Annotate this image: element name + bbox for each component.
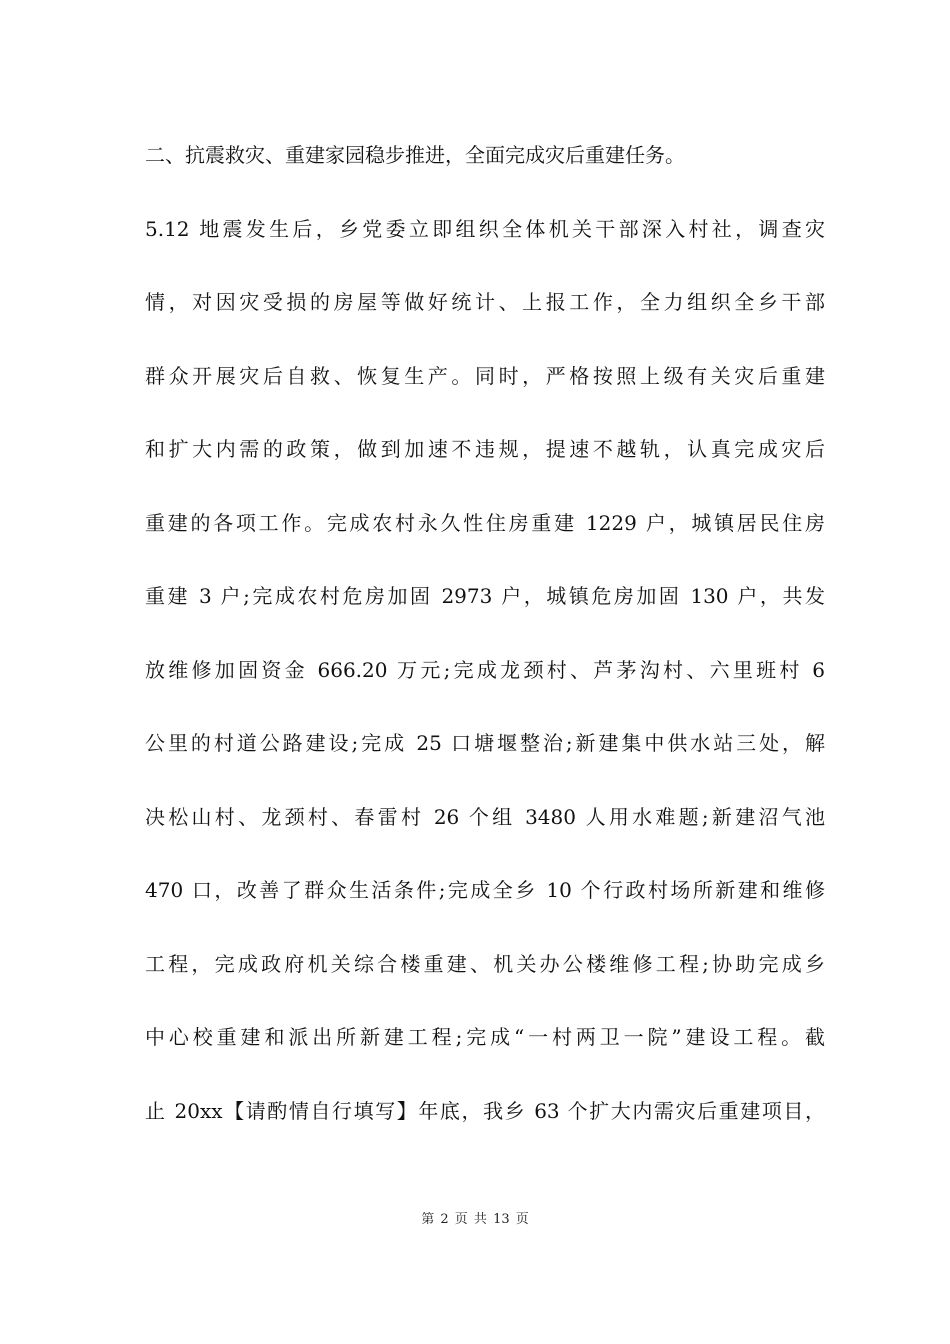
page-label-suffix: 页 [515, 1212, 529, 1227]
text-line: 情，对因灾受损的房屋等做好统计、上报工作，全力组织全乡干部 [145, 290, 825, 314]
text-line: 决松山村、龙颈村、春雷村 26 个组 3480 人用水难题;新建沼气池 [145, 804, 825, 829]
text-line: 放维修加固资金 666.20 万元;完成龙颈村、芦茅沟村、六里班村 6 [145, 657, 825, 682]
text-line: 群众开展灾后自救、恢复生产。同时，严格按照上级有关灾后重建 [145, 363, 825, 388]
text-line: 470 口，改善了群众生活条件;完成全乡 10 个行政村场所新建和维修 [145, 878, 825, 902]
text-line: 重建的各项工作。完成农村永久性住房重建 1229 户，城镇居民住房 [145, 510, 825, 535]
body-text [145, 132, 825, 1161]
text-line: 止 20xx【请酌情自行填写】年底，我乡 63 个扩大内需灾后重建项目， [145, 1098, 825, 1123]
text-line: 和扩大内需的政策，做到加速不违规，提速不越轨，认真完成灾后 [145, 437, 825, 461]
text-line: 中心校重建和派出所新建工程;完成“一村两卫一院”建设工程。截 [145, 1025, 825, 1049]
paragraph-heading-line: 二、抗震救灾、重建家园稳步推进，全面完成灾后重建任务。 [145, 143, 685, 167]
page-total: 13 [493, 1212, 510, 1227]
page-number-footer [0, 1208, 950, 1227]
page-label-prefix: 第 [421, 1212, 435, 1227]
text-line: 工程，完成政府机关综合楼重建、机关办公楼维修工程;协助完成乡 [145, 951, 825, 976]
page-label-mid: 页 共 [454, 1212, 487, 1227]
text-line: 5.12 地震发生后，乡党委立即组织全体机关干部深入村社，调查灾 [145, 216, 825, 241]
text-line: 公里的村道公路建设;完成 25 口塘堰整治;新建集中供水站三处，解 [145, 731, 825, 755]
page-current: 2 [440, 1212, 449, 1227]
text-line: 重建 3 户;完成农村危房加固 2973 户，城镇危房加固 130 户，共发 [145, 584, 825, 608]
